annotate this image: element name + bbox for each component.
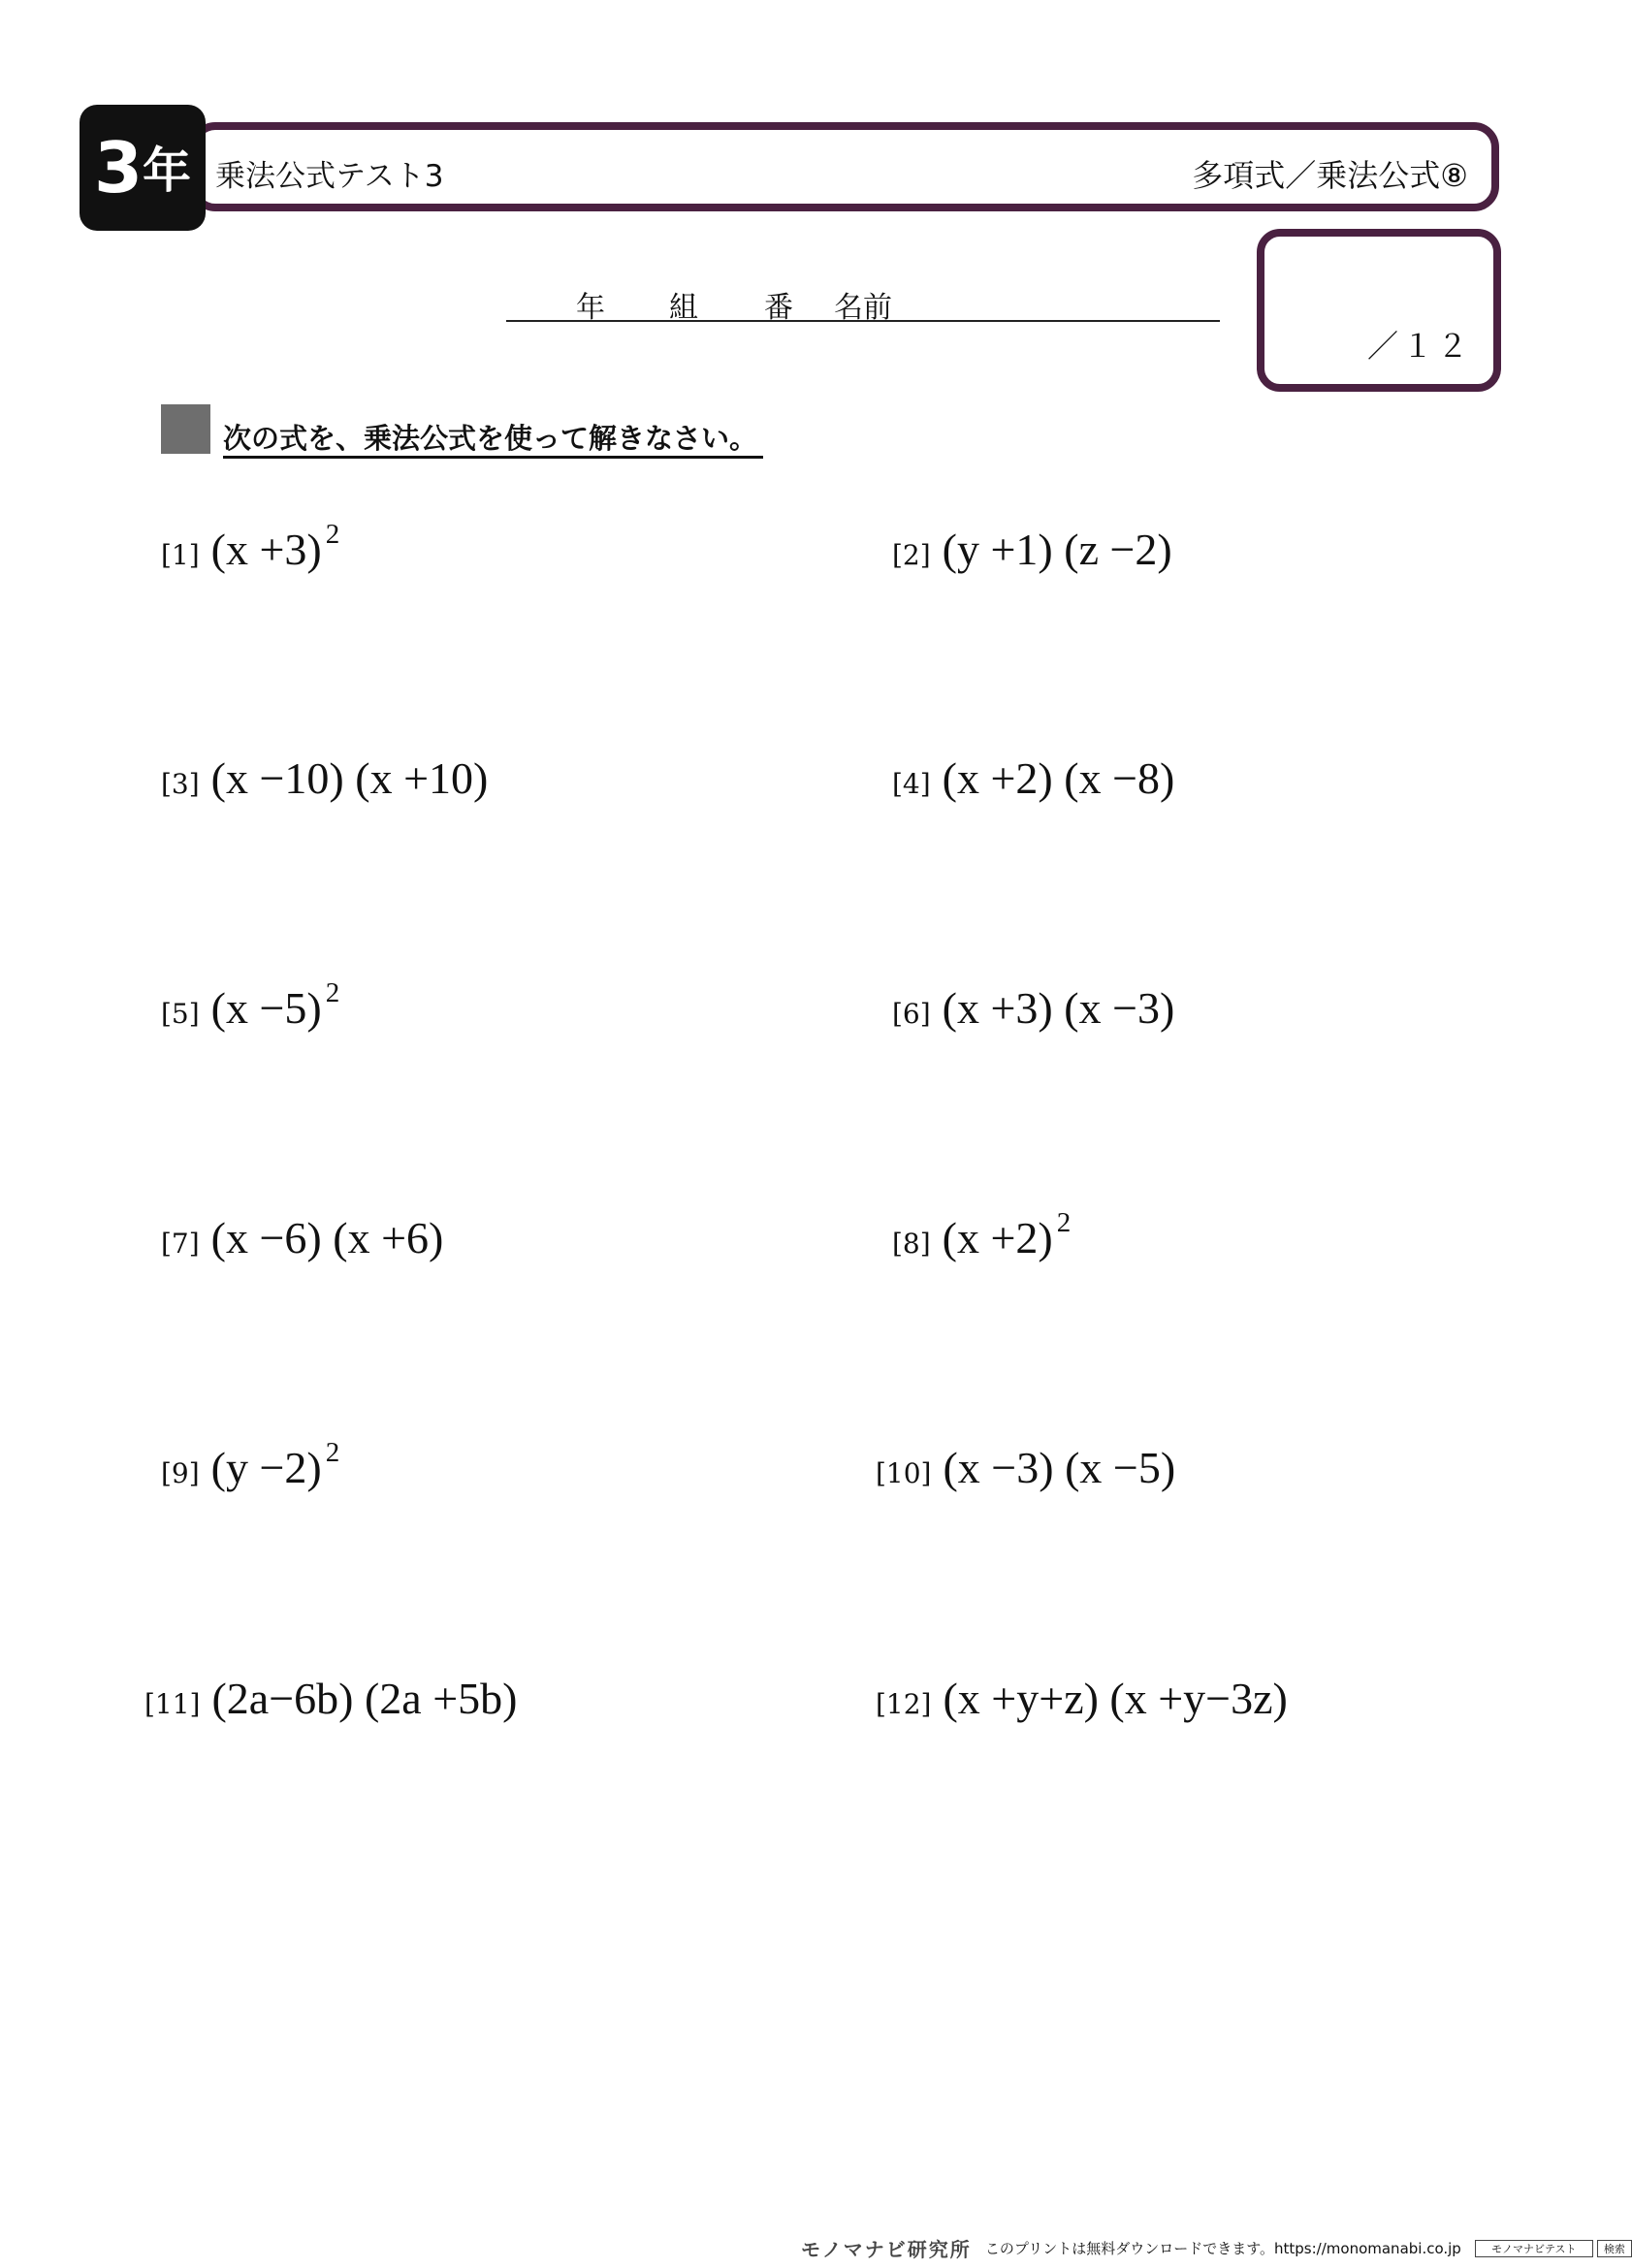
problem-expression: (x +2) bbox=[942, 1213, 1053, 1262]
problem-expression: (x +3) bbox=[210, 525, 322, 574]
footer-logo: モノマナビ研究所 bbox=[801, 2238, 972, 2261]
problem-expression: (y −2) bbox=[210, 1443, 322, 1492]
footer-search-input[interactable]: モノマナビテスト bbox=[1475, 2240, 1593, 2257]
problem-expression: (y +1) (z −2) bbox=[942, 525, 1172, 574]
problem-expression: (x −3) (x −5) bbox=[943, 1443, 1176, 1492]
instruction-text: 次の式を、乗法公式を使って解きなさい。 bbox=[223, 421, 763, 459]
problem-9 bbox=[161, 1437, 340, 1493]
problem-number: [1] bbox=[161, 539, 200, 571]
footer-search-button[interactable]: 検索 bbox=[1597, 2240, 1632, 2257]
score-box bbox=[1257, 229, 1501, 392]
name-line-number: 番 bbox=[764, 291, 793, 325]
problem-expression: (x +2) (x −8) bbox=[942, 753, 1175, 803]
problem-exponent: 2 bbox=[325, 519, 340, 550]
problem-2 bbox=[892, 524, 1176, 575]
problem-number: [5] bbox=[161, 998, 200, 1030]
score-total: ／１２ bbox=[1366, 328, 1472, 365]
problem-expression: (x −6) (x +6) bbox=[210, 1213, 444, 1262]
worksheet-category: 多項式／乗法公式⑧ bbox=[1192, 157, 1468, 194]
problem-11 bbox=[144, 1673, 521, 1724]
name-line-name: 名前 bbox=[834, 291, 892, 325]
problem-10 bbox=[876, 1442, 1179, 1493]
worksheet-title: 乗法公式テスト3 bbox=[215, 159, 444, 194]
problem-expression: (2a−6b) (2a +5b) bbox=[211, 1674, 518, 1723]
grade-number: 3 bbox=[93, 127, 142, 208]
problem-expression: (x +3) (x −3) bbox=[942, 983, 1175, 1033]
problem-number: [8] bbox=[892, 1228, 931, 1260]
name-line-class: 組 bbox=[669, 291, 698, 325]
problem-number: [4] bbox=[892, 768, 931, 800]
problem-number: [3] bbox=[161, 768, 200, 800]
instruction-marker bbox=[161, 404, 210, 454]
problem-1 bbox=[161, 519, 340, 575]
problem-exponent: 2 bbox=[325, 1437, 340, 1468]
problem-exponent: 2 bbox=[325, 977, 340, 1008]
problem-12 bbox=[876, 1673, 1292, 1724]
footer bbox=[801, 2234, 1632, 2262]
grade-badge bbox=[80, 105, 206, 231]
name-line-year: 年 bbox=[576, 291, 605, 325]
problem-number: [7] bbox=[161, 1228, 200, 1260]
problem-6 bbox=[892, 982, 1178, 1034]
problem-number: [10] bbox=[876, 1457, 932, 1489]
problem-4 bbox=[892, 752, 1178, 804]
problem-expression: (x +y+z) (x +y−3z) bbox=[943, 1674, 1288, 1723]
problem-number: [2] bbox=[892, 539, 931, 571]
problem-number: [6] bbox=[892, 998, 931, 1030]
grade-unit: 年 bbox=[143, 143, 192, 199]
problem-7 bbox=[161, 1212, 447, 1263]
problem-expression: (x −10) (x +10) bbox=[210, 753, 489, 803]
problem-3 bbox=[161, 752, 492, 804]
problem-number: [11] bbox=[144, 1688, 201, 1720]
footer-text: このプリントは無料ダウンロードできます。https://monomanabi.co.jp bbox=[984, 2240, 1461, 2257]
problem-8 bbox=[892, 1207, 1072, 1263]
problem-number: [12] bbox=[876, 1688, 932, 1720]
problem-exponent: 2 bbox=[1056, 1207, 1072, 1238]
problem-5 bbox=[161, 977, 340, 1034]
problem-expression: (x −5) bbox=[210, 983, 322, 1033]
problem-number: [9] bbox=[161, 1457, 200, 1489]
student-name-line bbox=[506, 283, 1220, 325]
